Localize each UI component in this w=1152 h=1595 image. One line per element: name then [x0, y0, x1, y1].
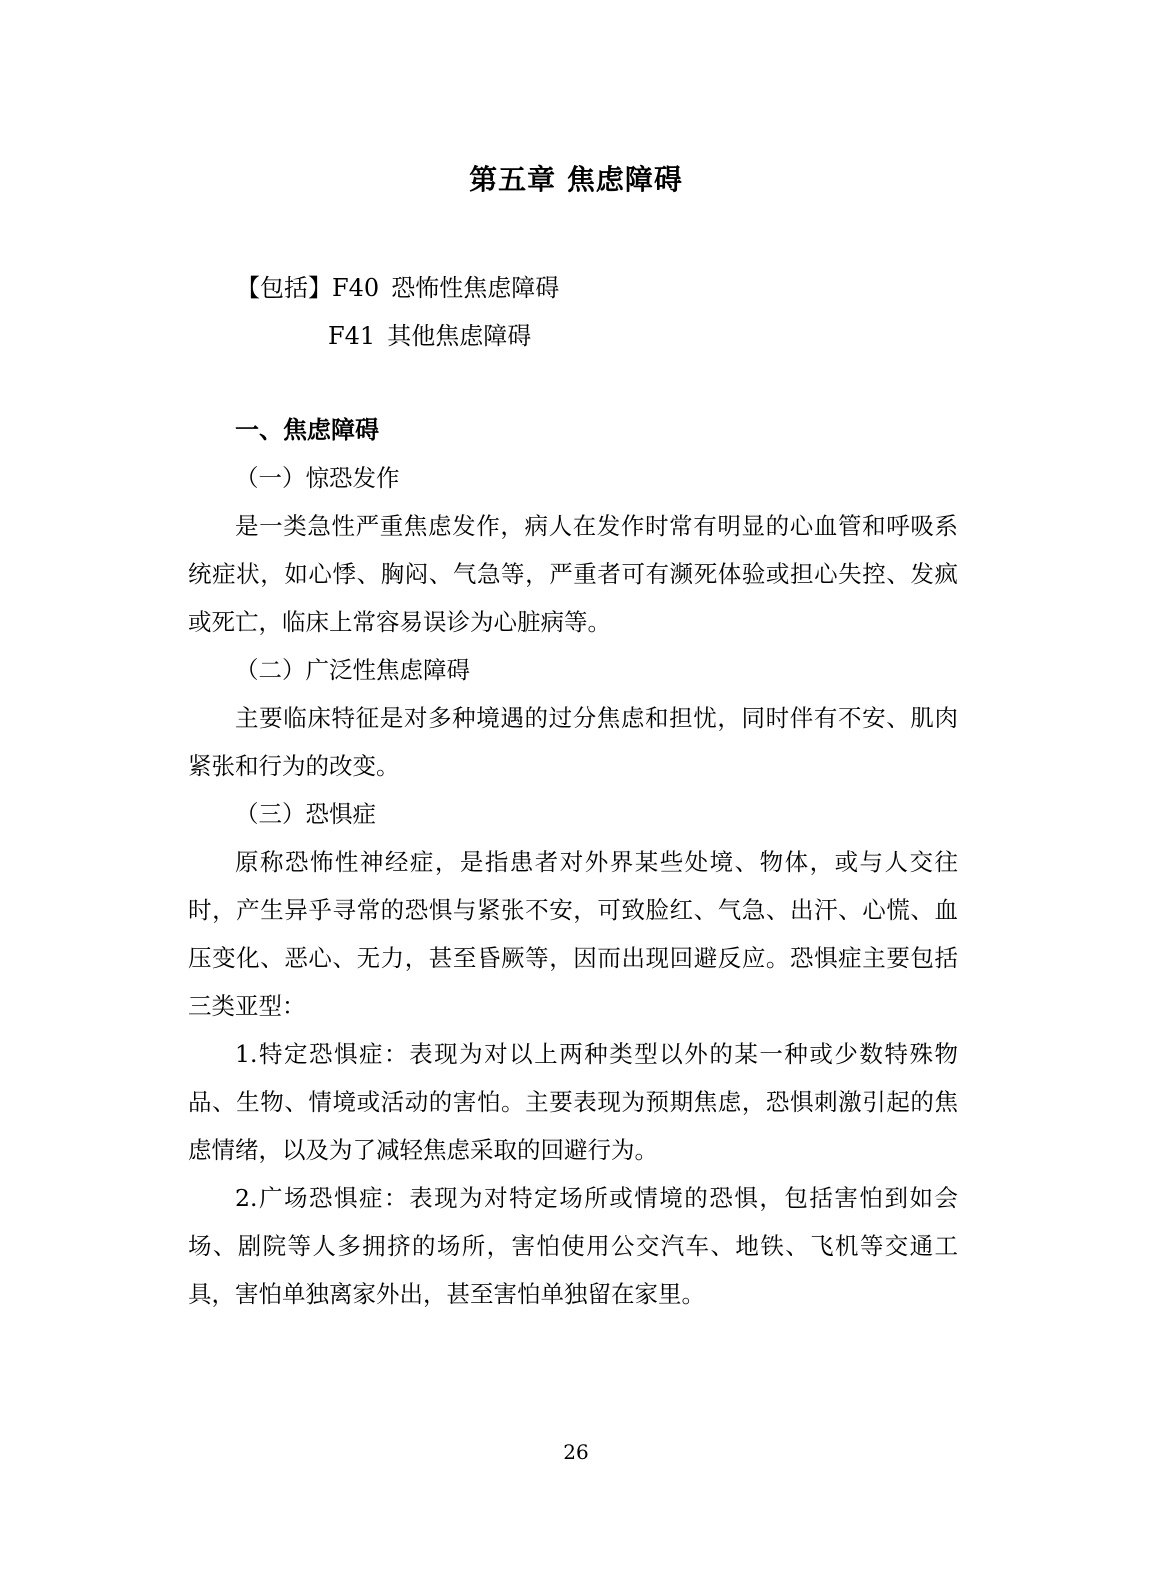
- include-name: 其他焦虑障碍: [387, 322, 532, 350]
- paragraph: 主要临床特征是对多种境遇的过分焦虑和担忧，同时伴有不安、肌肉紧张和行为的改变。: [188, 704, 958, 780]
- subsection-heading: （三）恐惧症: [235, 800, 376, 828]
- page-number: 26: [563, 1440, 589, 1464]
- includes-block: [236, 264, 559, 360]
- include-name: 恐怖性焦虑障碍: [391, 274, 560, 302]
- includes-line-2: [236, 312, 559, 360]
- subsection-heading: （一）惊恐发作: [235, 464, 400, 492]
- paragraph: 是一类急性严重焦虑发作，病人在发作时常有明显的心血管和呼吸系统症状，如心悸、胸闷、气急等，严重者可有濒死体验或担心失控、发疯或死亡，临床上常容易误诊为心脏病等。: [188, 512, 958, 636]
- chapter-title: 第五章 焦虑障碍: [469, 163, 683, 196]
- includes-label: 【包括】: [236, 274, 332, 302]
- include-code: F40: [332, 274, 380, 302]
- list-item: 1.特定恐惧症：表现为对以上两种类型以外的某一种或少数特殊物品、生物、情境或活动的害怕。主要表现为预期焦虑，恐惧刺激引起的焦虑情绪，以及为了减轻焦虑采取的回避行为。: [188, 1040, 958, 1164]
- paragraph: 原称恐怖性神经症，是指患者对外界某些处境、物体，或与人交往时，产生异乎寻常的恐惧与紧张不安，可致脸红、气急、出汗、心慌、血压变化、恶心、无力，甚至昏厥等，因而出现回避反应。恐惧症主要包括三类亚型：: [188, 848, 958, 1020]
- include-code: F41: [328, 322, 376, 350]
- includes-line-1: [236, 264, 559, 312]
- main-content: [188, 406, 958, 1318]
- section-heading: 一、焦虑障碍: [235, 415, 379, 444]
- list-item: 2.广场恐惧症：表现为对特定场所或情境的恐惧，包括害怕到如会场、剧院等人多拥挤的场所，害怕使用公交汽车、地铁、飞机等交通工具，害怕单独离家外出，甚至害怕单独留在家里。: [188, 1184, 958, 1308]
- subsection-heading: （二）广泛性焦虑障碍: [235, 656, 470, 684]
